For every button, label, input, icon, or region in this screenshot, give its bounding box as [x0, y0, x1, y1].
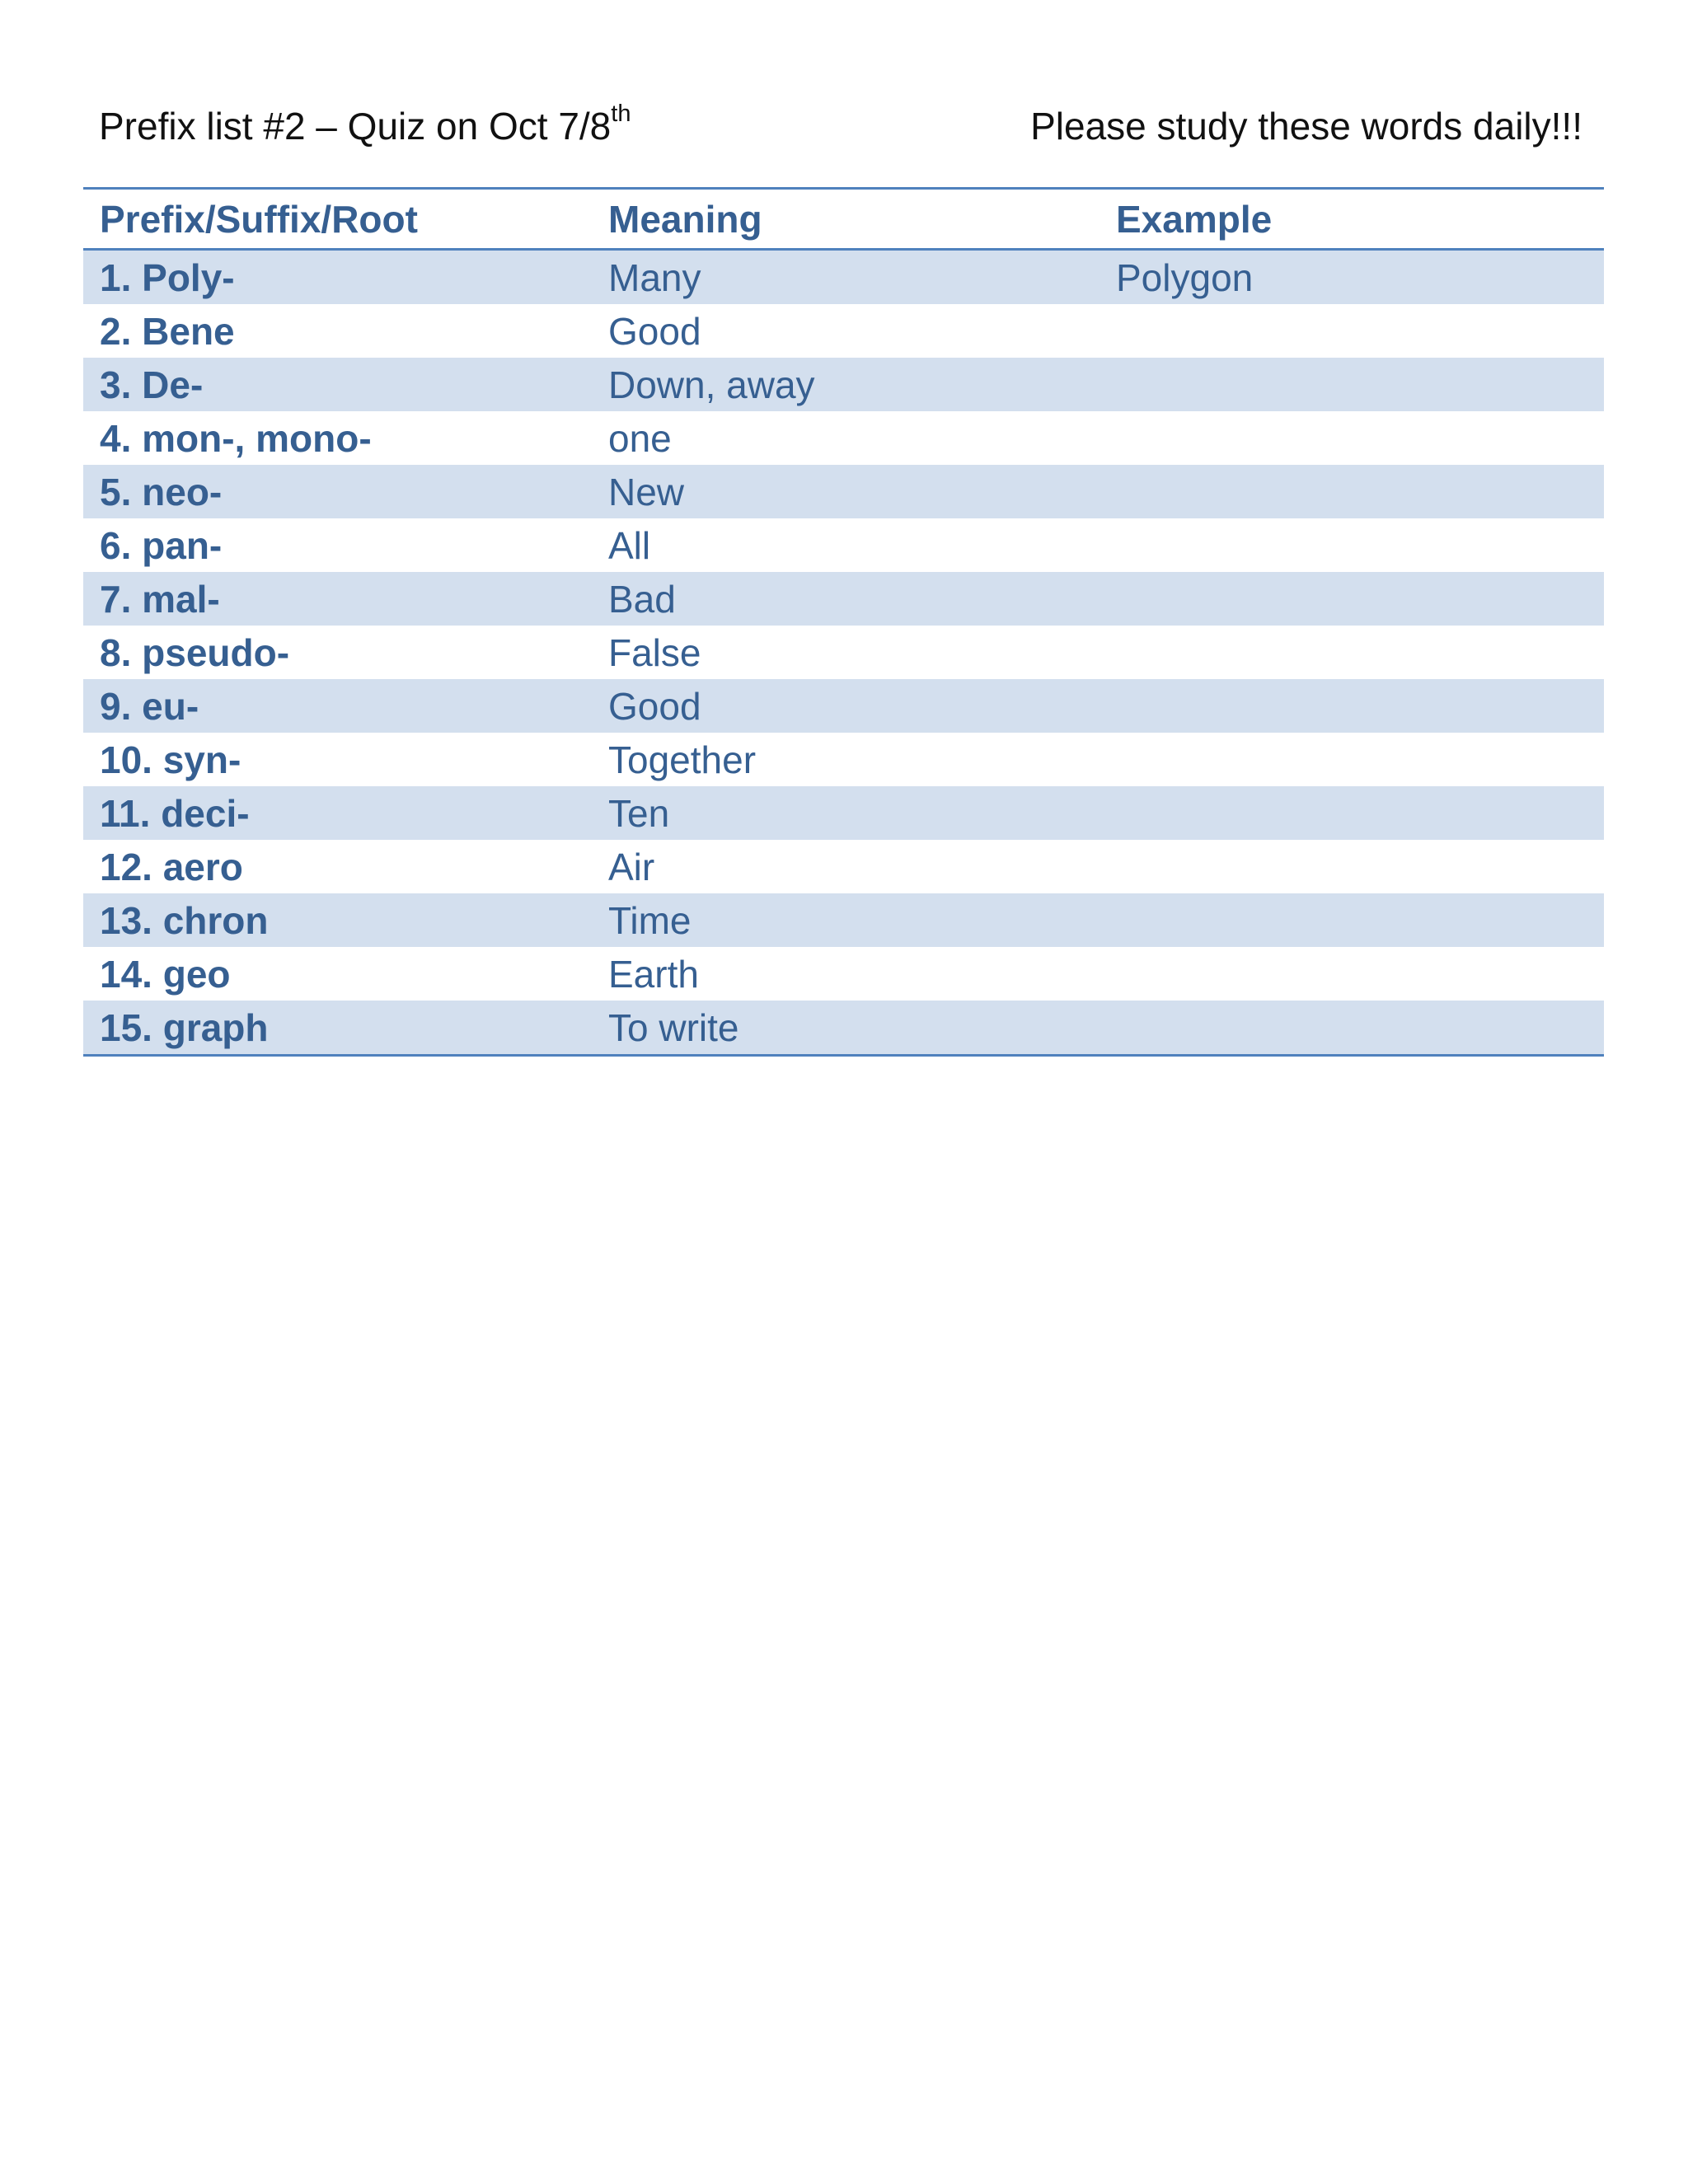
term-cell: 8. pseudo- — [100, 630, 290, 674]
term-cell: 2. Bene — [100, 309, 235, 353]
study-note: Please study these words daily!!! — [1030, 105, 1582, 148]
table-row — [83, 626, 1604, 679]
page-title-text: Prefix list #2 – Quiz on Oct 7/8 — [99, 105, 612, 148]
table-row — [83, 250, 1604, 305]
table-row — [83, 411, 1604, 465]
page-title-superscript: th — [611, 100, 631, 127]
example-cell — [1100, 572, 1604, 626]
example-cell — [1100, 679, 1604, 733]
meaning-cell: Good — [608, 684, 701, 728]
meaning-cell: To write — [608, 1005, 739, 1049]
meaning-cell: Good — [608, 309, 701, 353]
page-header — [99, 97, 1582, 155]
meaning-cell: Earth — [608, 952, 699, 996]
example-cell: Polygon — [1116, 255, 1254, 299]
example-cell — [1100, 947, 1604, 1001]
term-cell: 6. pan- — [100, 523, 223, 567]
term-cell: 5. neo- — [100, 470, 223, 513]
table-row — [83, 358, 1604, 411]
example-cell — [1100, 840, 1604, 893]
meaning-cell: Air — [608, 845, 655, 888]
meaning-cell: Ten — [608, 791, 670, 835]
example-cell — [1100, 626, 1604, 679]
table-row — [83, 786, 1604, 840]
table-row — [83, 840, 1604, 893]
example-cell — [1100, 465, 1604, 518]
term-cell: 14. geo — [100, 952, 231, 996]
table-row — [83, 304, 1604, 358]
column-header-example: Example — [1116, 197, 1273, 241]
term-cell: 7. mal- — [100, 577, 220, 621]
example-cell — [1100, 893, 1604, 947]
term-cell: 11. deci- — [100, 791, 250, 835]
table-row — [83, 733, 1604, 786]
meaning-cell: Down, away — [608, 363, 815, 406]
term-cell: 13. chron — [100, 898, 269, 942]
meaning-cell: one — [608, 416, 672, 460]
example-cell — [1100, 411, 1604, 465]
meaning-cell: All — [608, 523, 651, 567]
term-cell: 10. syn- — [100, 738, 241, 781]
example-cell — [1100, 304, 1604, 358]
term-cell: 15. graph — [100, 1005, 269, 1049]
table-header-row — [83, 189, 1604, 250]
term-cell: 3. De- — [100, 363, 204, 406]
term-cell: 1. Poly- — [100, 255, 235, 299]
table-row — [83, 465, 1604, 518]
table-row — [83, 679, 1604, 733]
term-cell: 12. aero — [100, 845, 243, 888]
meaning-cell: New — [608, 470, 685, 513]
meaning-cell: Many — [608, 255, 701, 299]
meaning-cell: Bad — [608, 577, 676, 621]
example-cell — [1100, 358, 1604, 411]
table-body — [83, 250, 1604, 1056]
term-cell: 4. mon-, mono- — [100, 416, 372, 460]
meaning-cell: Time — [608, 898, 692, 942]
column-header-meaning: Meaning — [608, 197, 762, 241]
prefix-table — [83, 187, 1604, 1057]
example-cell — [1100, 518, 1604, 572]
example-cell — [1100, 733, 1604, 786]
page-title — [99, 97, 631, 155]
table-row — [83, 893, 1604, 947]
example-cell — [1100, 1001, 1604, 1056]
example-cell — [1100, 786, 1604, 840]
table-row — [83, 572, 1604, 626]
table-row — [83, 947, 1604, 1001]
table-row — [83, 1001, 1604, 1056]
table-row — [83, 518, 1604, 572]
meaning-cell: Together — [608, 738, 757, 781]
column-header-prefix: Prefix/Suffix/Root — [100, 197, 418, 241]
term-cell: 9. eu- — [100, 684, 199, 728]
meaning-cell: False — [608, 630, 701, 674]
